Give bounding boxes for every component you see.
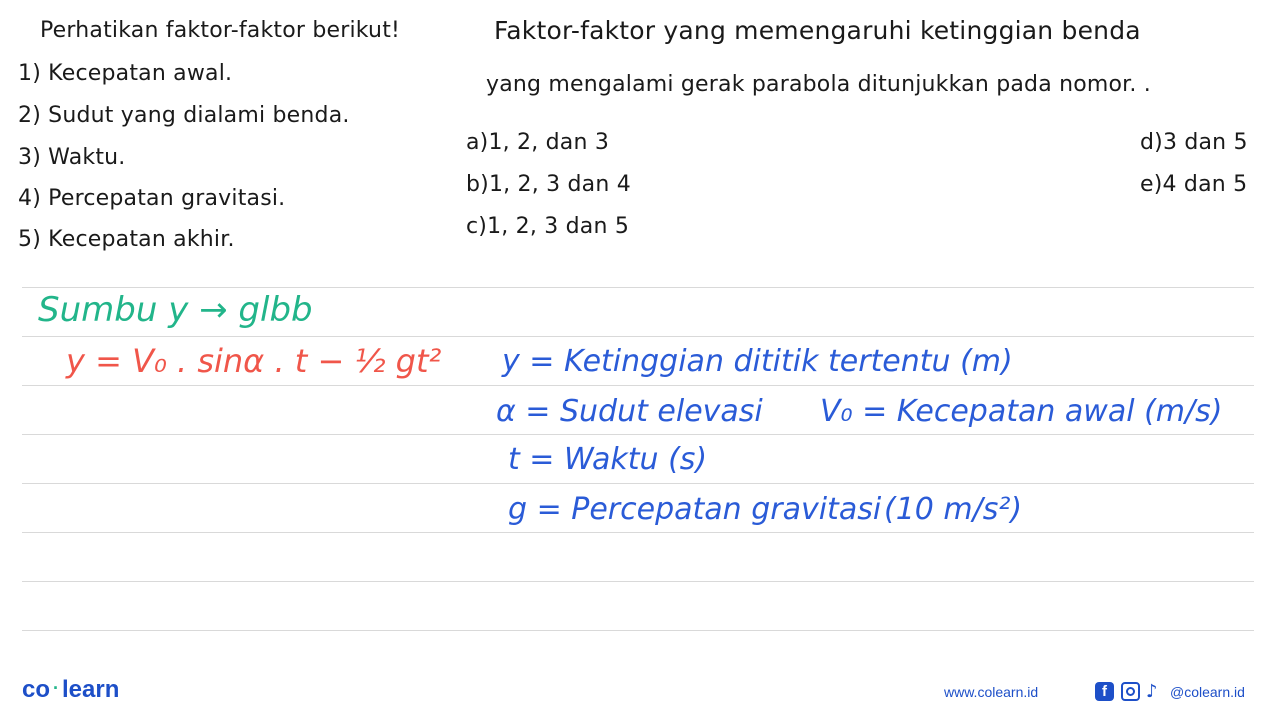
item-4: 4) Percepatan gravitasi.: [18, 186, 286, 211]
handwritten-formula: y = V₀ . sinα . t − ½ gt²: [66, 342, 442, 380]
item-2: 2) Sudut yang dialami benda.: [18, 103, 350, 128]
item-3: 3) Waktu.: [18, 145, 126, 170]
item-1: 1) Kecepatan awal.: [18, 61, 233, 86]
option-b: b)1, 2, 3 dan 4: [466, 172, 631, 197]
website-link[interactable]: www.colearn.id: [944, 684, 1039, 700]
handwritten-def-v0: V₀ = Kecepatan awal (m/s): [820, 394, 1223, 429]
instagram-icon[interactable]: [1121, 682, 1140, 701]
facebook-icon[interactable]: f: [1095, 682, 1114, 701]
tiktok-icon[interactable]: ♪: [1146, 681, 1158, 702]
handwritten-def-t: t = Waktu (s): [508, 442, 708, 477]
colearn-logo: co · learn: [22, 676, 120, 703]
item-5: 5) Kecepatan akhir.: [18, 227, 235, 252]
handwritten-def-g: g = Percepatan gravitasi: [508, 492, 882, 527]
ruled-line: [22, 581, 1254, 582]
intro-text: Perhatikan faktor-faktor berikut!: [40, 18, 401, 43]
option-d: d)3 dan 5: [1140, 130, 1248, 155]
ruled-line: [22, 336, 1254, 337]
handwritten-def-alpha: α = Sudut elevasi: [496, 394, 763, 429]
prompt-line-2: yang mengalami gerak parabola ditunjukkan pada nomor. .: [486, 72, 1151, 97]
handwritten-def-g-unit: (10 m/s²): [884, 492, 1023, 527]
handwritten-axis-note: Sumbu y → glbb: [38, 290, 313, 330]
ruled-line: [22, 287, 1254, 288]
ruled-line: [22, 385, 1254, 386]
ruled-line: [22, 532, 1254, 533]
ruled-line: [22, 630, 1254, 631]
handwritten-def-y: y = Ketinggian dititik tertentu (m): [502, 344, 1013, 379]
ruled-line: [22, 483, 1254, 484]
social-handle[interactable]: @colearn.id: [1170, 684, 1245, 700]
ruled-line: [22, 434, 1254, 435]
option-c: c)1, 2, 3 dan 5: [466, 214, 630, 239]
option-a: a)1, 2, dan 3: [466, 130, 610, 155]
option-e: e)4 dan 5: [1140, 172, 1248, 197]
prompt-line-1: Faktor-faktor yang memengaruhi ketinggian benda: [494, 16, 1141, 45]
